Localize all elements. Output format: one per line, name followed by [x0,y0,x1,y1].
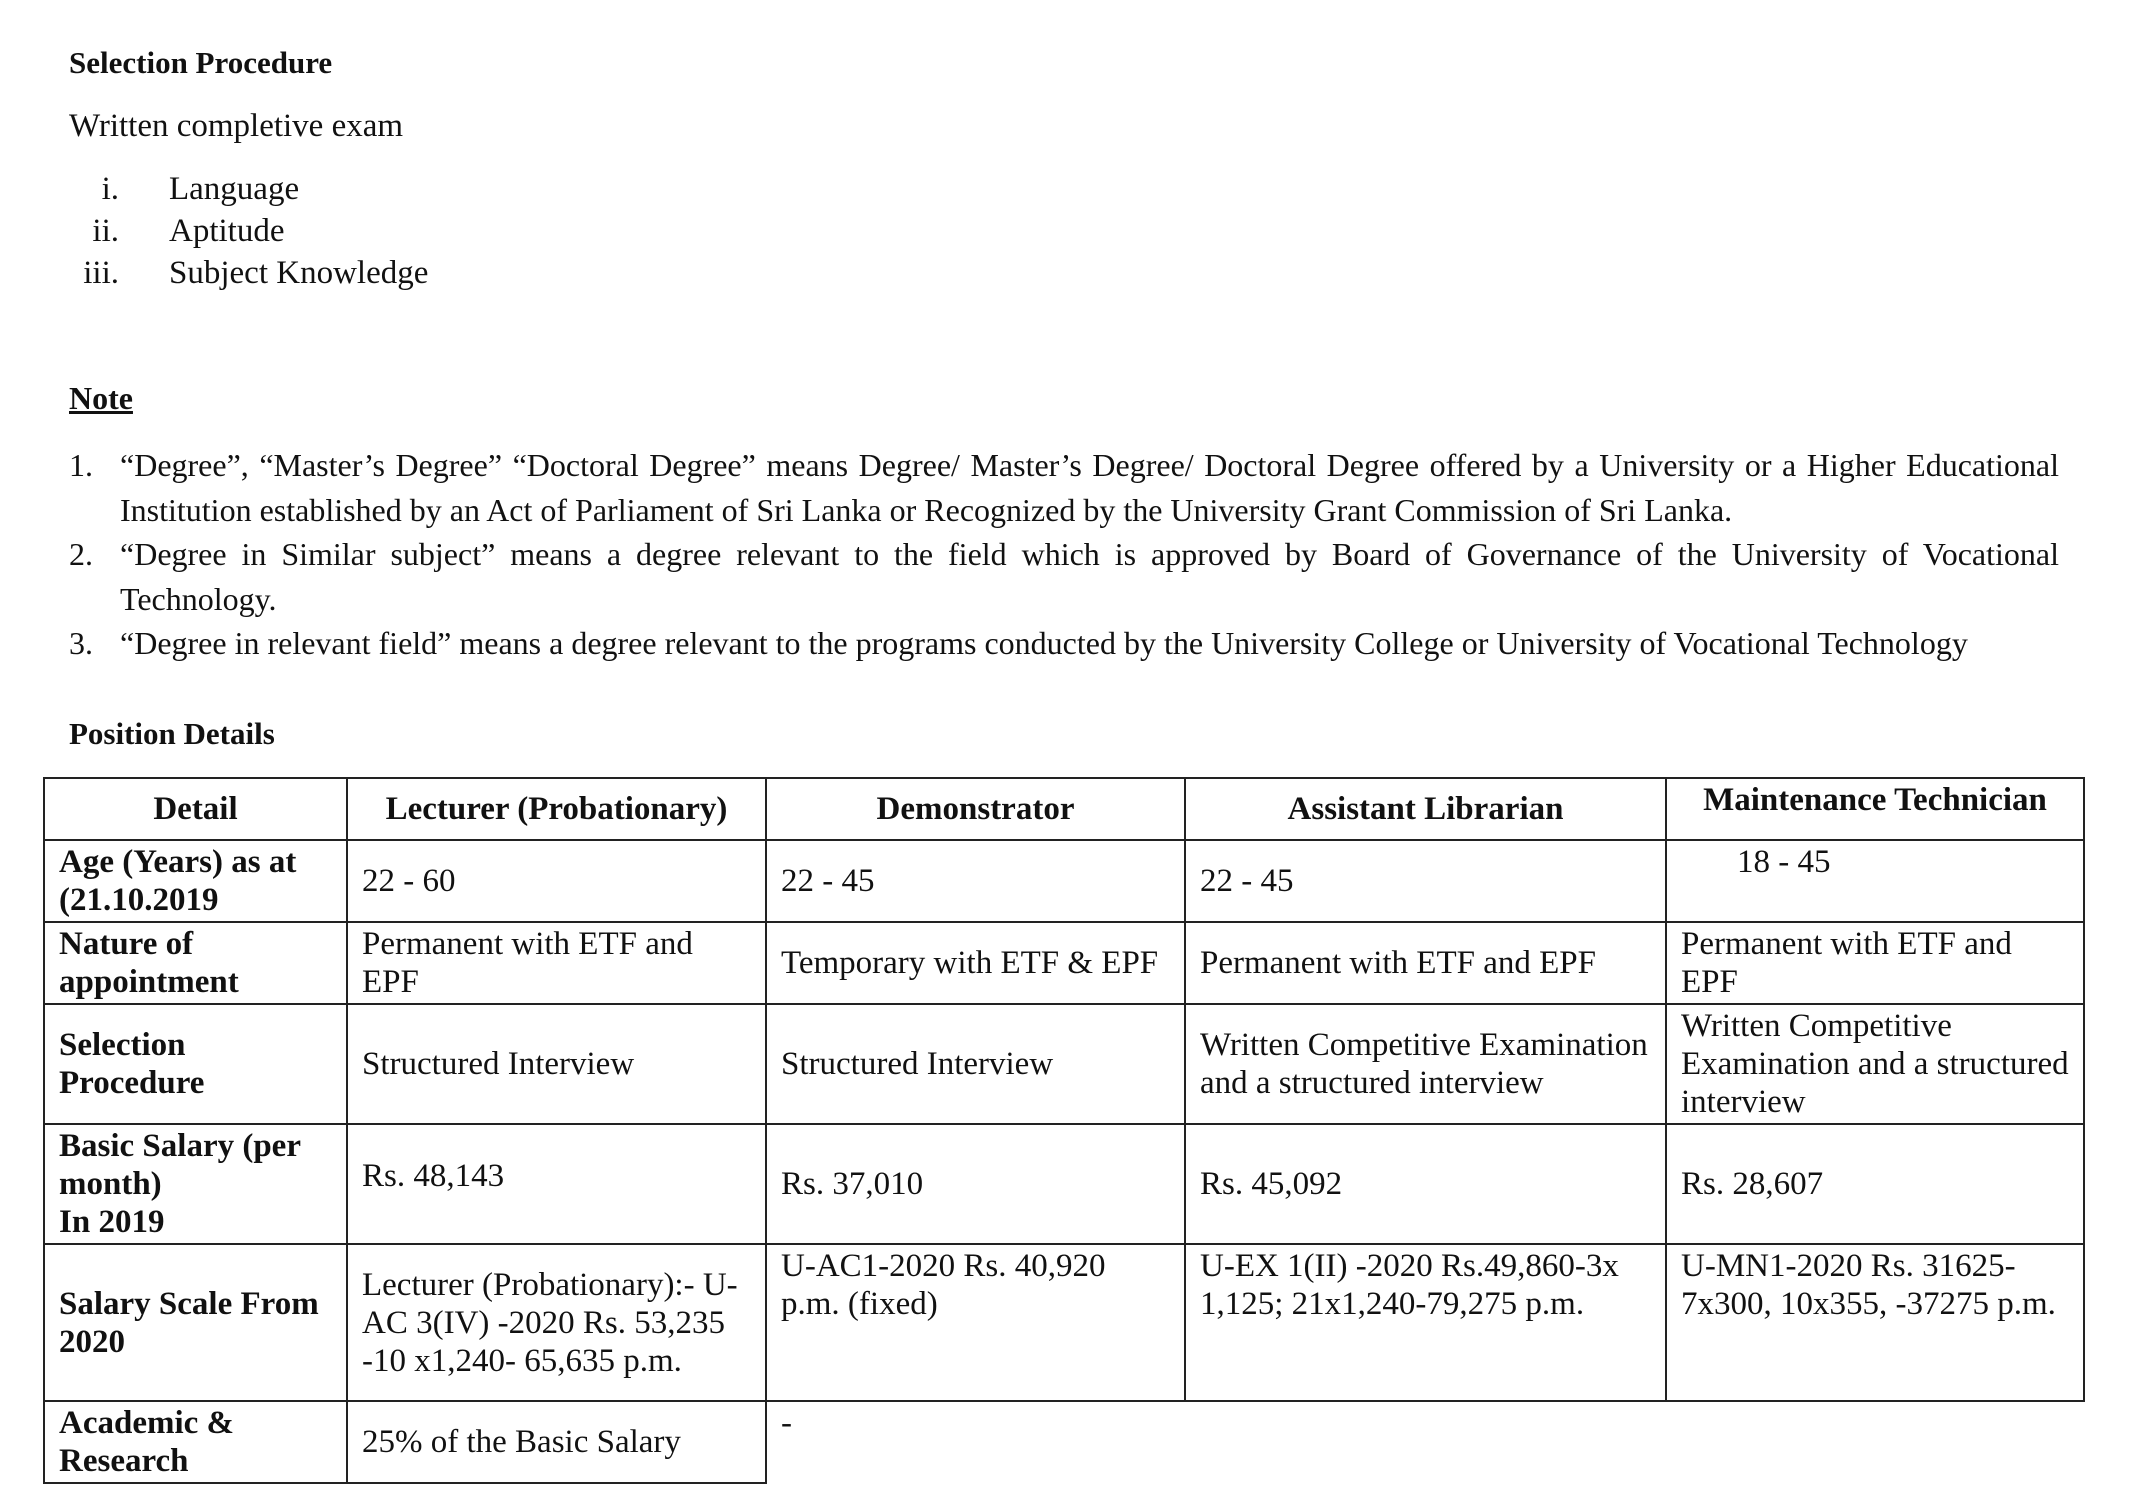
table-cell: Written Competitive Examination and a structured interview [1666,1004,2084,1124]
table-cell: Structured Interview [766,1004,1185,1124]
table-cell: 22 - 60 [347,840,766,922]
table-cell: Structured Interview [347,1004,766,1124]
list-item-number: i. [101,171,119,207]
selection-list [69,168,428,294]
table-cell: Rs. 28,607 [1666,1124,2084,1244]
selection-intro: Written completive exam [69,108,404,144]
row-header: Age (Years) as at (21.10.2019 [44,840,347,922]
table-row [44,1401,2084,1483]
table-cell: U-EX 1(II) -2020 Rs.49,860-3x 1,125; 21x1,240-79,275 p.m. [1185,1244,1666,1401]
table-cell: Permanent with ETF and EPF [1185,922,1666,1004]
row-header [44,1124,347,1244]
table-row [44,1244,2084,1401]
table-row [44,840,2084,922]
list-item [69,252,428,294]
column-header-maintenance-technician: Maintenance Technician [1666,778,2084,840]
note-item-number: 2. [69,536,93,572]
list-item-text: Subject Knowledge [169,255,429,291]
column-header-lecturer: Lecturer (Probationary) [347,778,766,840]
list-item-number: iii. [83,255,119,291]
column-header-assistant-librarian: Assistant Librarian [1185,778,1666,840]
table-cell: Rs. 37,010 [766,1124,1185,1244]
note-item [69,443,2059,532]
position-details-title: Position Details [69,716,275,751]
list-item [69,168,428,210]
row-header: Nature of appointment [44,922,347,1004]
table-row [44,1124,2084,1244]
row-header-line: Basic Salary (per month) [59,1128,301,1202]
list-item [69,210,428,252]
table-cell: Permanent with ETF and EPF [347,922,766,1004]
table-cell: U-AC1-2020 Rs. 40,920 p.m. (fixed) [766,1244,1185,1401]
table-row [44,922,2084,1004]
row-header: Salary Scale From 2020 [44,1244,347,1401]
note-title: Note [69,380,133,416]
empty-cell [1666,1401,2084,1483]
table-row [44,1004,2084,1124]
note-item-number: 3. [69,625,93,661]
note-item-text: “Degree”, “Master’s Degree” “Doctoral Degree” means Degree/ Master’s Degree/ Doctoral Degree offered by a University or a Higher Educational Institution established by an Act of Parliament of Sri Lanka or Recognized by the University Grant Commission of Sri Lanka. [120,447,2059,528]
note-item [69,621,2059,666]
selection-procedure-title: Selection Procedure [69,45,333,80]
table-cell: U-MN1-2020 Rs. 31625-7x300, 10x355, -37275 p.m. [1666,1244,2084,1401]
table-cell: Written Competitive Examination and a structured interview [1185,1004,1666,1124]
table-cell: 22 - 45 [766,840,1185,922]
note-item [69,532,2059,621]
row-header: Academic & Research [44,1401,347,1483]
list-item-text: Aptitude [169,213,285,249]
list-item-number: ii. [92,213,119,249]
table-header-row [44,778,2084,840]
position-details-table [43,777,2085,1484]
table-cell: Permanent with ETF and EPF [1666,922,2084,1004]
table-cell: 25% of the Basic Salary [347,1401,766,1483]
list-item-text: Language [169,171,300,207]
column-header-detail: Detail [44,778,347,840]
row-header-line: In 2019 [59,1204,165,1240]
empty-cell [1185,1401,1666,1483]
table-cell: Rs. 45,092 [1185,1124,1666,1244]
table-cell: Temporary with ETF & EPF [766,922,1185,1004]
note-list [69,443,2059,666]
table-cell: 18 - 45 [1666,840,2084,922]
table-cell: Lecturer (Probationary):- U-AC 3(IV) -2020 Rs. 53,235 -10 x1,240- 65,635 p.m. [347,1244,766,1401]
row-header: Selection Procedure [44,1004,347,1124]
table-cell: 22 - 45 [1185,840,1666,922]
note-item-text: “Degree in Similar subject” means a degree relevant to the field which is approved by Board of Governance of the University of Vocational Technology. [120,536,2059,617]
table-cell: - [781,1405,792,1441]
note-item-number: 1. [69,447,93,483]
table-cell: Rs. 48,143 [347,1124,766,1244]
column-header-demonstrator: Demonstrator [766,778,1185,840]
note-item-text: “Degree in relevant field” means a degree relevant to the programs conducted by the University College or University of Vocational Technology [120,625,1968,661]
